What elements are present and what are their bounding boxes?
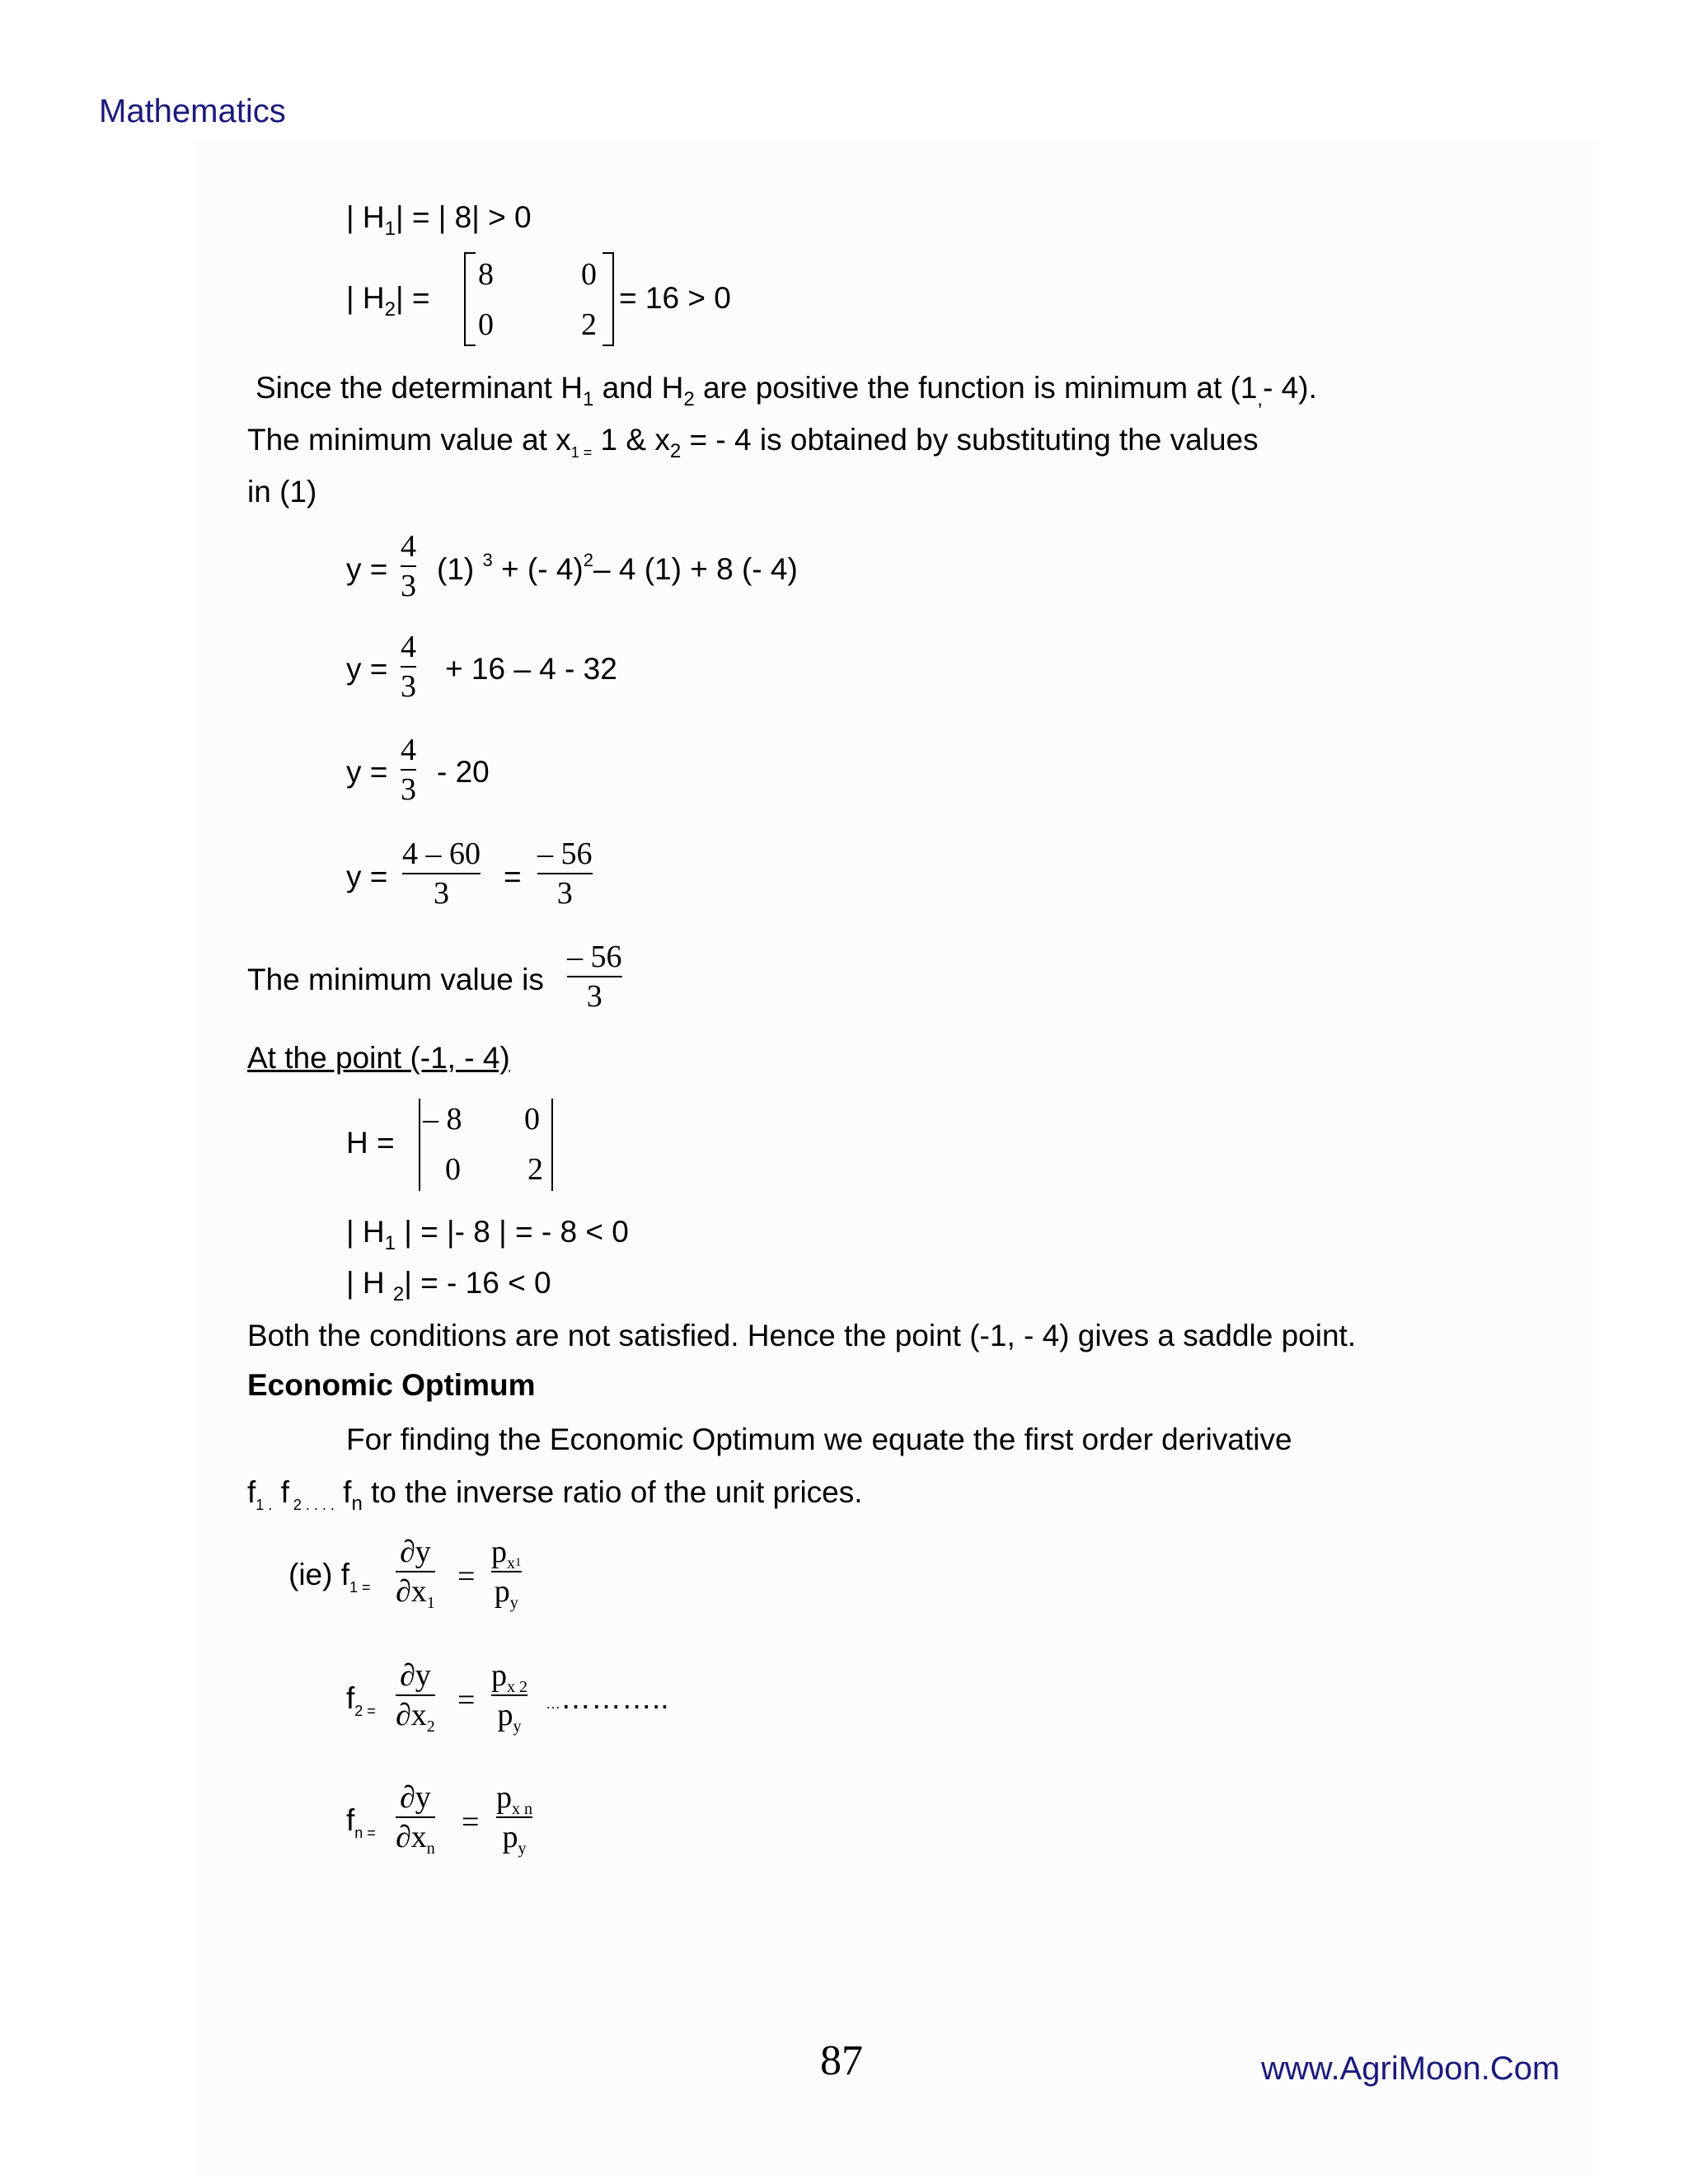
hmatrix-lhs: H = (346, 1126, 395, 1160)
numerator: $p_{x n}$ (496, 1780, 532, 1818)
matrix-cell: – 8 (423, 1102, 462, 1137)
paragraph-in-1: in (1) (247, 475, 317, 509)
matrix-cell: 0 (581, 257, 597, 292)
eq1-fraction (401, 527, 416, 605)
h1-saddle-equation: | $H_1$ | = |- 8 | = - 8 < 0 (346, 1215, 629, 1254)
numerator: – 56 (537, 837, 593, 871)
ie-price-ratio (491, 1533, 522, 1610)
h2-saddle-equation: | H $_2$| = - 16 < 0 (346, 1266, 551, 1305)
paragraph-since: Since the determinant $H_1$ and $H_2$ are positive the function is minimum at ($1_,-$ 4). (256, 371, 1317, 410)
f2-derivative (396, 1657, 435, 1734)
ie-equals: = (457, 1559, 476, 1594)
numerator: ∂y (400, 1780, 431, 1815)
numerator: $p_{x 2}$ (491, 1658, 528, 1696)
denominator: $p_y$ (494, 1574, 518, 1612)
numerator: 4 – 60 (402, 837, 481, 871)
determinant-bar-left (419, 1099, 420, 1191)
numerator: $p_x1$ (491, 1535, 522, 1572)
minimum-value-text: The minimum value is (247, 963, 544, 996)
ie-label: (ie) $f_{1 =}$ (288, 1558, 371, 1596)
numerator: ∂y (400, 1658, 431, 1693)
fn-label: $f_{n =}$ (346, 1803, 376, 1841)
f2-ellipsis: ………….. (546, 1681, 669, 1715)
denominator: 3 (556, 876, 573, 911)
h2-equation-result: = 16 > 0 (619, 281, 731, 315)
numerator: 4 (401, 630, 416, 664)
h2-equation-label: | $H_2|$ = (346, 281, 430, 321)
eq1-lhs: y = (346, 552, 388, 586)
f2-price-ratio (491, 1657, 528, 1734)
eq4-lhs: y = (346, 860, 388, 893)
numerator: 4 (401, 733, 416, 767)
determinant-bar-right (551, 1099, 553, 1191)
economic-optimum-heading: Economic Optimum (247, 1368, 536, 1402)
fn-price-ratio (496, 1779, 532, 1856)
matrix-cell: 2 (528, 1152, 543, 1187)
right-bracket (603, 252, 614, 346)
h1-equation: | $H_1|$ = | 8| > 0 (346, 200, 532, 240)
denominator: 3 (401, 772, 416, 807)
eq3-fraction (401, 731, 416, 808)
minimum-value-fraction (567, 938, 622, 1015)
matrix-cell: 0 (524, 1102, 540, 1137)
matrix-cell: 0 (478, 307, 494, 342)
matrix-cell: 2 (581, 307, 597, 342)
footer-website[interactable]: www.AgriMoon.Com (1261, 2050, 1560, 2087)
denominator: 3 (401, 669, 416, 704)
fn-derivative (396, 1779, 435, 1856)
eq2-lhs: y = (346, 652, 388, 686)
denominator: $p_y$ (497, 1698, 522, 1736)
eq2-fraction (401, 628, 416, 705)
saddle-point-text: Both the conditions are not satisfied. Hence the point (-1, - 4) gives a saddle point. (247, 1319, 1357, 1352)
numerator: ∂y (400, 1535, 431, 1569)
denominator: $\partial x_1$ (396, 1574, 435, 1612)
eq4-equals: = (504, 860, 522, 893)
numerator: 4 (401, 529, 416, 564)
eq3-lhs: y = (346, 755, 388, 789)
eq2-rhs: + 16 – 4 - 32 (445, 652, 617, 686)
denominator: 3 (434, 876, 449, 911)
page-number: 87 (820, 2037, 863, 2084)
economic-optimum-para-2: $f_{1 .}$ f $_{2 . . . .}$ $f_n$ to the inverse ratio of the unit prices. (247, 1475, 863, 1515)
denominator: $p_y$ (502, 1820, 527, 1858)
denominator: $\partial x_n$ (396, 1820, 435, 1858)
paragraph-minimum-value: The minimum value at $x_{1 =}$ 1 & $x_2$ = - 4 is obtained by substituting the values (247, 423, 1259, 462)
f2-label: $f_{2 =}$ (346, 1681, 376, 1719)
denominator: 3 (401, 569, 416, 603)
fn-equals: = (462, 1805, 480, 1840)
at-point-heading: At the point (-1, - 4) (247, 1041, 510, 1075)
eq3-rhs: - 20 (437, 755, 490, 789)
eq1-rhs: (1) $^3$ + (- 4)$^2$– 4 (1) + 8 (- 4) (437, 550, 798, 586)
economic-optimum-para: For finding the Economic Optimum we equate the first order derivative (346, 1422, 1292, 1456)
denominator: 3 (586, 979, 603, 1014)
left-bracket (464, 252, 476, 346)
matrix-cell: 0 (445, 1152, 461, 1187)
denominator: $\partial x_2$ (396, 1698, 435, 1736)
eq4-fraction-2 (537, 835, 593, 912)
f2-equals: = (457, 1683, 476, 1718)
numerator: – 56 (567, 940, 622, 974)
ie-derivative (396, 1533, 435, 1610)
eq4-fraction-1 (402, 835, 481, 912)
header-subject: Mathematics (99, 93, 286, 129)
matrix-cell: 8 (478, 257, 494, 292)
